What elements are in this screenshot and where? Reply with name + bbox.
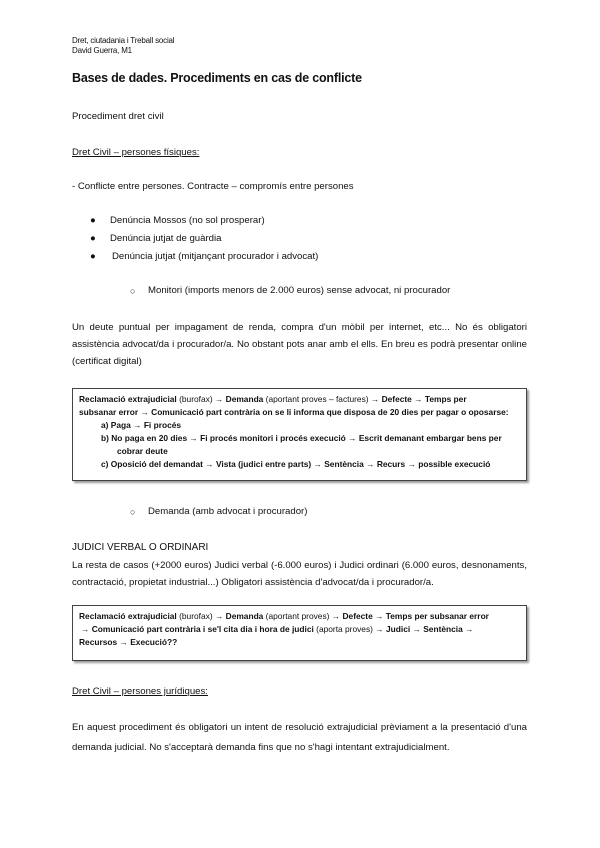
box2-line1: Reclamació extrajudicial (burofax) → Demanda (aportant proves) → Defecte → Temps per subsanar error — [79, 611, 489, 621]
box1-option-b-cont: cobrar deute — [117, 446, 168, 456]
procedure-box-judici — [72, 605, 527, 661]
section3-heading: Dret Civil – persones jurídiques: — [72, 686, 208, 697]
box1-option-c: c) Oposició del demandat → Vista (judici entre parts) → Sentència → Recurs → possible execució — [101, 459, 491, 469]
list-item-text: Monitori (imports menors de 2.000 euros) sense advocat, ni procurador — [148, 285, 451, 296]
box1-line1: Reclamació extrajudicial (burofax) → Demanda (aportant proves – factures) → Defecte → Temps per — [79, 394, 467, 404]
list-item-text: Denúncia jutjat (mitjançant procurador i advocat) — [112, 251, 319, 262]
circle-bullet-icon: ○ — [130, 286, 136, 296]
box1-line2: subsanar error → Comunicació part contrària on se li informa que disposa de 20 dies per pagar o oposarse: — [79, 407, 509, 417]
list-item — [130, 285, 451, 297]
section1-heading: Dret Civil – persones físiques: — [72, 147, 200, 158]
section1-paragraph: Un deute puntual per impagament de renda, compra d'un mòbil per internet, etc... No és obligatori assistència advocat/da i procurador/a. No obstant pots anar amb el ells. En breu es podrà presentar online (certificat digital) — [72, 322, 527, 367]
list-item — [90, 233, 222, 245]
list-item — [130, 506, 308, 518]
list-item-text: Denúncia Mossos (no sol prosperar) — [110, 215, 265, 226]
list-item-text: Demanda (amb advocat i procurador) — [148, 506, 308, 517]
box2-line3: Recursos → Execució?? — [79, 637, 178, 647]
document-header — [72, 36, 174, 56]
circle-bullet-icon: ○ — [130, 507, 136, 517]
procedure-box-monitori — [72, 388, 527, 481]
list-item-text: Denúncia jutjat de guàrdia — [110, 233, 222, 244]
box1-option-b: b) No paga en 20 dies → Fi procés monitori i procés execució → Escrit demanant embargar bens per — [101, 433, 502, 443]
page-title: Bases de dades. Procediments en cas de conflicte — [72, 71, 362, 85]
section3-paragraph: En aquest procediment és obligatori un intent de resolució extrajudicial prèviament a la presentació d'una demanda judicial. No s'acceptarà demanda fins que no s'hagi intentant extrajudicialment. — [72, 722, 527, 753]
box1-option-a: a) Paga → Fi procés — [101, 420, 182, 430]
subtitle: Procediment dret civil — [72, 111, 164, 122]
bullet-icon: ● — [90, 233, 96, 244]
section1-intro: - Conflicte entre persones. Contracte – compromís entre persones — [72, 181, 354, 192]
header-course: Dret, ciutadania i Treball social — [72, 36, 175, 45]
list-item — [90, 251, 319, 263]
section2-paragraph: La resta de casos (+2000 euros) Judici verbal (-6.000 euros) i Judici ordinari (6.000 euros, desnonaments, contractació, propietat industrial...) Obligatori assistència d'advocat/da i procurador/a. — [72, 560, 527, 588]
box2-line2: → Comunicació part contrària i se'l cita dia i hora de judici (aporta proves) → Judici → Sentència → — [81, 624, 474, 634]
section2-heading: JUDICI VERBAL O ORDINARI — [72, 542, 209, 553]
list-item — [90, 215, 265, 227]
header-author: David Guerra, M1 — [72, 46, 132, 55]
bullet-icon: ● — [90, 251, 96, 262]
bullet-icon: ● — [90, 215, 96, 226]
